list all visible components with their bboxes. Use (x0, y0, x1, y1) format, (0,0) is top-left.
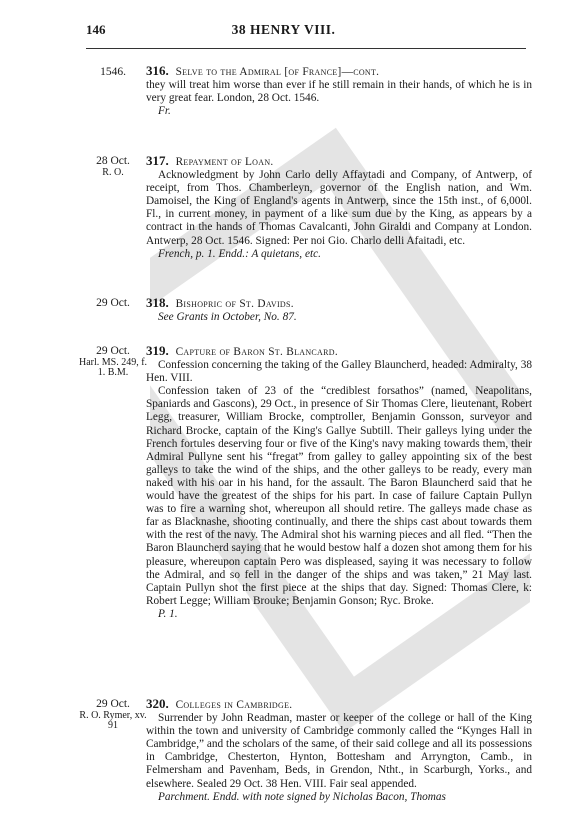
entry-number: 317. (146, 153, 169, 168)
entry-title: Bishopric of St. Davids. (175, 298, 294, 310)
margin-source: R. O. Rymer, xv. 91 (79, 710, 147, 731)
entry-317 (146, 154, 532, 261)
entry-318 (146, 296, 532, 324)
entry-title: Repayment of Loan. (175, 156, 274, 168)
entry-number: 316. (146, 63, 169, 78)
entry-note: See Grants in October, No. 87. (158, 311, 297, 324)
page-title: 38 HENRY VIII. (231, 22, 336, 37)
header-rule (86, 48, 526, 49)
entry-text: Confession concerning the taking of the Galley Blauncherd, headed: Admiralty, 38 Hen. VIII. (146, 359, 532, 385)
margin-source: Harl. MS. 249, f. 1. B.M. (78, 357, 148, 378)
margin-date: 29 Oct. (96, 297, 130, 309)
margin-note (78, 345, 148, 378)
entry-316 (146, 64, 532, 118)
margin-date: 28 Oct. (96, 155, 130, 167)
margin-note (78, 297, 148, 310)
entry-note: French, p. 1. Endd.: A quietans, etc. (158, 247, 321, 260)
margin-date: 29 Oct. (96, 345, 130, 357)
entry-number: 318. (146, 295, 169, 310)
entry-text: Surrender by John Readman, master or keeper of the college or hall of the King within the town and university of Cambridge commonly called the “Kynges Hall in Cambridge,” and the scholars of the same, of their said college and all its possessions in Cambridge, Chesterton, Hynton, Bottesham and Arryngton, Camb., in Felmersham and Pavenham, Beds, in Grendon, Ntht., in Scarburgh, Yorks., and elsewhere. Sealed 29 Oct. 38 Hen. VIII. Fair seal appended. (146, 712, 532, 790)
entry-text: Confession taken of 23 of the “crediblest forsathos” (named, Neapolitans, Spaniards and Gascons), 29 Oct., in presence of Sir Thomas Clere, lieutenant, Robert Legg, treasurer, William Brocke, comptroller, Benjamin Gonsson, surveyor and Richard Brocke, captain of the King's Gallye Subtill. Their galleys lying under the French fortules deserving four or five of the King's navy making towards them, their Admiral Pullyne sent his “fregat” from galley to galley appointing six of the best galleys to take the wind of the ships, and the other galleys to be ready, every man naked with his oar in his hand, for the assault. The Baron Blauncherd said that he would have the greatest of the ships for his part. In case of failure Captain Pullyn was to fire a warning shot, whereupon all should retire. The galleys made chase as far as Blacknashe, shooting continually, and there the ships cast about towards them with the rest of the navy. The Admiral shot his warning pieces and all fled. “Then the Baron Blauncherd saying that he would bestow half a dozen shot among them for his pleasure, whereupon captain Pero was displeased, saying it was necessary to follow the Admiral, and so fell in the danger of the ships and was taken,” 21 May last. Captain Pullyn shot the first piece at the ships that day. Signed: Thomas Clere, k: Robert Legge; William Brouke; Benjamin Gonson; Ryc. Broke. (146, 385, 532, 607)
margin-source: R. O. (102, 167, 124, 178)
margin-note (78, 66, 148, 79)
entry-note: Fr. (158, 105, 171, 118)
entry-text: Acknowledgment by John Carlo delly Affaytadi and Company, of Antwerp, of receipt, from Thos. Chamberleyn, governor of the English nation, and Wm. Damoisel, the King of England's agents in Antwerp, since the 15th inst., of 6,000l. Fl., in current money, in payment of a like sum due by the King, as appears by a contract in the hands of Thomas Cavalcanti, John Giraldi and Company at London. Antwerp, 28 Oct. 1546. Signed: Per noi Gio. Charlo delli Afaitadi, etc. (146, 169, 532, 247)
entry-text: they will treat him worse than ever if he still remain in their hands, of which he is in very great fear. London, 28 Oct. 1546. (146, 79, 532, 105)
page-number: 146 (86, 22, 106, 37)
margin-date: 29 Oct. (96, 698, 130, 710)
entry-note: Parchment. Endd. with note signed by Nicholas Bacon, Thomas (158, 790, 446, 803)
entry-319 (146, 344, 532, 621)
entry-note: P. 1. (158, 607, 178, 620)
entry-title: Colleges in Cambridge. (175, 699, 293, 711)
entry-320 (146, 697, 532, 804)
entry-number: 320. (146, 696, 169, 711)
margin-note (78, 698, 148, 731)
entry-title: Selve to the Admiral [of France]—cont. (175, 66, 380, 78)
margin-date: 1546. (100, 66, 126, 78)
entry-number: 319. (146, 343, 169, 358)
margin-note (78, 155, 148, 178)
running-header (0, 22, 567, 40)
entry-title: Capture of Baron St. Blancard. (175, 346, 338, 358)
